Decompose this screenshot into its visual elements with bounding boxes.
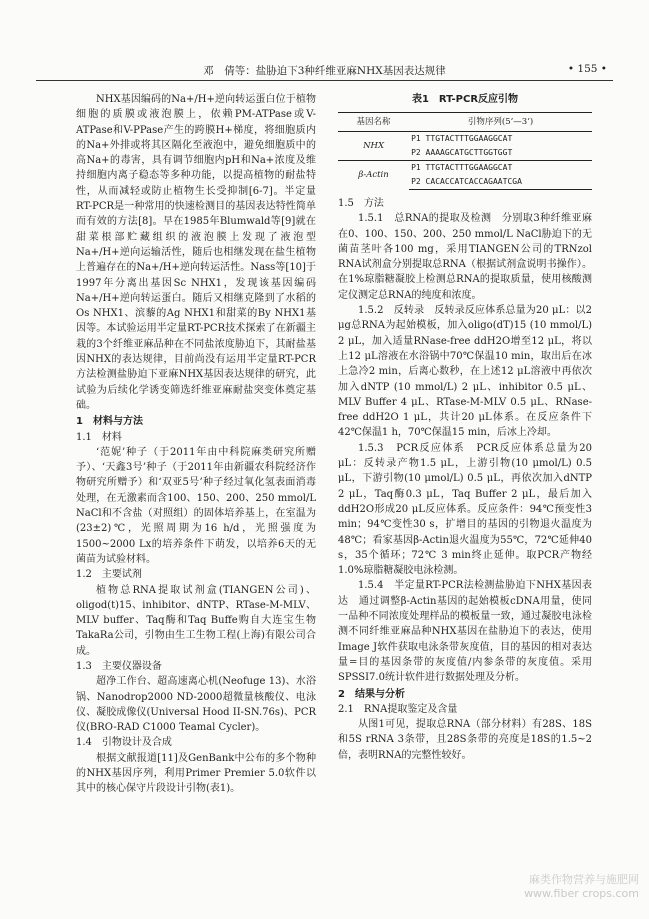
- reverse-transcription-paragraph: 1.5.2 反转录 反转录反应体系总量为20 μL：以2 μg总RNA为起始模板，加入oligo(dT)15 (10 mmol/L) 2 μL，加入适量RNase-free ddH2O增至12 μL，将以上12 μL溶液在水浴锅中70℃保温10 min，取出后在冰上急冷2 min，后离心数秒，在上述12 μL溶液中再依次加入dNTP (10 mmol/L) 2 μL、inhibitor 0.5 μL、MLV Buffer 4 μL、RTase-M-MLV 0.5 μL、RNase-free ddH2O 1 μL，共计20 μL体系。在反应条件下42℃保温1 h，70℃保温15 min，后冰上冷却。: [338, 305, 592, 439]
- table-header-sequence: 引物序列(5’—3’): [409, 113, 592, 132]
- materials-paragraph: ‘范妮’种子（于2011年由中科院麻类研究所赠予）、‘天鑫3号’种子（于2011年由新疆农科院经济作物研究所赠予）和‘双亚5号’种子经过氧化氢表面消毒处理，在无激素而含100、150、200、250 mmol/L NaCl和不含盐（对照组）的固体培养基上，在室温为(23±2)℃，光照周期为16 h/d，光照强度为1500~2000 Lx的培养条件下萌发，以培养6天的无菌苗为试验材料。: [76, 446, 316, 565]
- primer-table: [338, 94, 592, 190]
- table-cell-gene: β-Actin: [338, 161, 409, 190]
- subsection-heading-materials: 1.1 材料: [76, 431, 122, 443]
- reagents-paragraph: 植物总RNA提取试剂盒(TIANGEN公司)、oligod(t)15、inhibitor、dNTP、RTase-M-MLV、MLV buffer、Taq酶和Taq Buffe购自大连宝生物TakaRa公司，引物由生工生物工程(上海)有限公司合成。: [76, 584, 316, 657]
- watermark: [524, 873, 639, 901]
- table-header-gene: 基因名称: [338, 113, 409, 132]
- subsection-heading-rna-quality: 2.1 RNA提取鉴定及含量: [338, 703, 458, 715]
- watermark-line: 麻类作物营养与施肥网: [529, 873, 639, 886]
- subsection-heading-reagents: 1.2 主要试剂: [76, 569, 142, 581]
- subsection-heading-methods: 1.5 方法: [338, 198, 384, 209]
- intro-paragraph: NHX基因编码的Na+/H+逆向转运蛋白位于植物细胞的质膜或液泡膜上，依赖PM-ATPase或V-ATPase和V-PPase产生的跨膜H+梯度，将细胞质内的Na+外排或将其区隔化至液泡中，避免细胞质中的高Na+的毒害，具有调节细胞内pH和Na+浓度及维持细胞内离子稳态等多种功能，以提高植物的耐盐特性，从而减轻或防止植物生长受抑制[6-7]。半定量RT-PCR是一种常用的快速检测目的基因表达特性简单而有效的方法[8]。早在1985年Blumwald等[9]就在甜菜根部贮藏组织的液泡膜上发现了液泡型Na+/H+逆向运输活性，随后也相继发现在盐生植物上普遍存在的Na+/H+逆向转运活性。Nass等[10]于1997年分离出基因Sc NHX1，发现该基因编码Na+/H+逆向转运蛋白。随后又相继克隆到了水稻的Os NHX1、滨藜的Ag NHX1和甜菜的By NHX1基因等。本试验运用半定量RT-PCR技术探索了在新疆主栽的3个纤维亚麻品种在不同盐浓度胁迫下，其耐盐基因NHX的表达规律，目前尚没有运用半定量RT-PCR方法检测盐胁迫下亚麻NHX基因表达规律的研究，此试验为后续化学诱变筛选纤维亚麻耐盐突变体奠定基础。: [76, 94, 316, 411]
- table-cell-primer: P1 TTGTACTTTGGAAGGCAT: [411, 134, 513, 143]
- primer-design-paragraph: 根据文献报道[11]及GenBank中公布的多个物种的NHX基因序列，利用Primer Premier 5.0软件以其中的核心保守片段设计引物(表1)。: [76, 752, 316, 795]
- running-title: 邓 倩等：盐胁迫下3种纤维亚麻NHX基因表达规律: [203, 65, 446, 77]
- table-row: [338, 161, 592, 176]
- pcr-system-paragraph: 1.5.3 PCR反应体系 PCR反应体系总量为20 μL：反转录产物1.5 μL，上游引物(10 μmol/L) 0.5 μL，下游引物(10 μmol/L) 0.5 μL，再依次加入dNTP 2 μL，Taq酶0.3 μL，Taq Buffer 2 μL，最后加入ddH2O形成20 μL反应体系。反应条件：94℃预变性3 min；94℃变性30 s，扩增目的基因的引物退火温度为48℃；看家基因β-Actin退火温度为55℃，72℃延伸40 s，35个循环；72℃ 3 min终止延伸。取PCR产物经1.0%琼脂糖凝胶电泳检测。: [338, 442, 592, 577]
- section-heading-results: 2 结果与分析: [338, 688, 405, 700]
- subsection-heading-primer-design: 1.4 引物设计及合成: [76, 737, 172, 749]
- right-column: [338, 92, 592, 763]
- page-number: • 155 •: [567, 63, 607, 75]
- rna-quality-paragraph: 从图1可见，提取总RNA（部分材料）有28S、18S和5S rRNA 3条带，且28S条带的亮度是18S的1.5~2倍，表明RNA的完整性较好。: [338, 719, 592, 761]
- running-header: [36, 60, 613, 81]
- semi-quantitative-paragraph: 1.5.4 半定量RT-PCR法检测盐胁迫下NHX基因表达 通过调整β-Actin基因的起始模板cDNA用量，使同一品种不同浓度处理样品的模板量一致，通过凝胶电泳检测不同纤维亚麻品种NHX基因在盐胁迫下的表达，使用Image J软件获取电泳条带灰度值，目的基因的相对表达量=目的基因条带的灰度值/内参条带的灰度值。采用SPSSI7.0统计软件进行数据处理及分析。: [338, 580, 592, 684]
- subsection-heading-instruments: 1.3 主要仪器设备: [76, 660, 162, 672]
- table-caption: 表1 RT-PCR反应引物: [411, 94, 519, 105]
- section-heading-materials-methods: 1 材料与方法: [76, 416, 143, 428]
- table-cell-gene: NHX: [363, 141, 384, 151]
- table-cell-primer: P2 CACACCATCACCAGAATCGA: [409, 175, 592, 190]
- instruments-paragraph: 超净工作台、超高速离心机(Neofuge 13)、水浴锅、Nanodrop2000 ND-2000超微量核酸仪、电泳仪、凝胶成像仪(Universal Hood II-SN.76s)、PCR仪(BRO-RAD C1000 Teamal Cycler)。: [76, 676, 316, 734]
- table-row: [338, 132, 592, 147]
- table-cell-primer: P1 TTGTACTTTGGAAGGCAT: [409, 161, 592, 176]
- left-column: [76, 92, 316, 797]
- rna-extraction-paragraph: 1.5.1 总RNA的提取及检测 分别取3种纤维亚麻在0、100、150、200、250 mmol/L NaCl胁迫下的无菌苗茎叶各100 mg，采用TIANGEN公司的TRNzol RNA试剂盒分别提取总RNA（根据试剂盒说明书操作）。在1%琼脂糖凝胶上检测总RNA的提取质量，使用核酸测定仪测定总RNA的纯度和浓度。: [338, 213, 592, 301]
- watermark-line: www.fiber crops.com: [524, 887, 639, 900]
- table-cell-primer: P2 AAAAGCATGCTTGGTGGT: [411, 148, 513, 157]
